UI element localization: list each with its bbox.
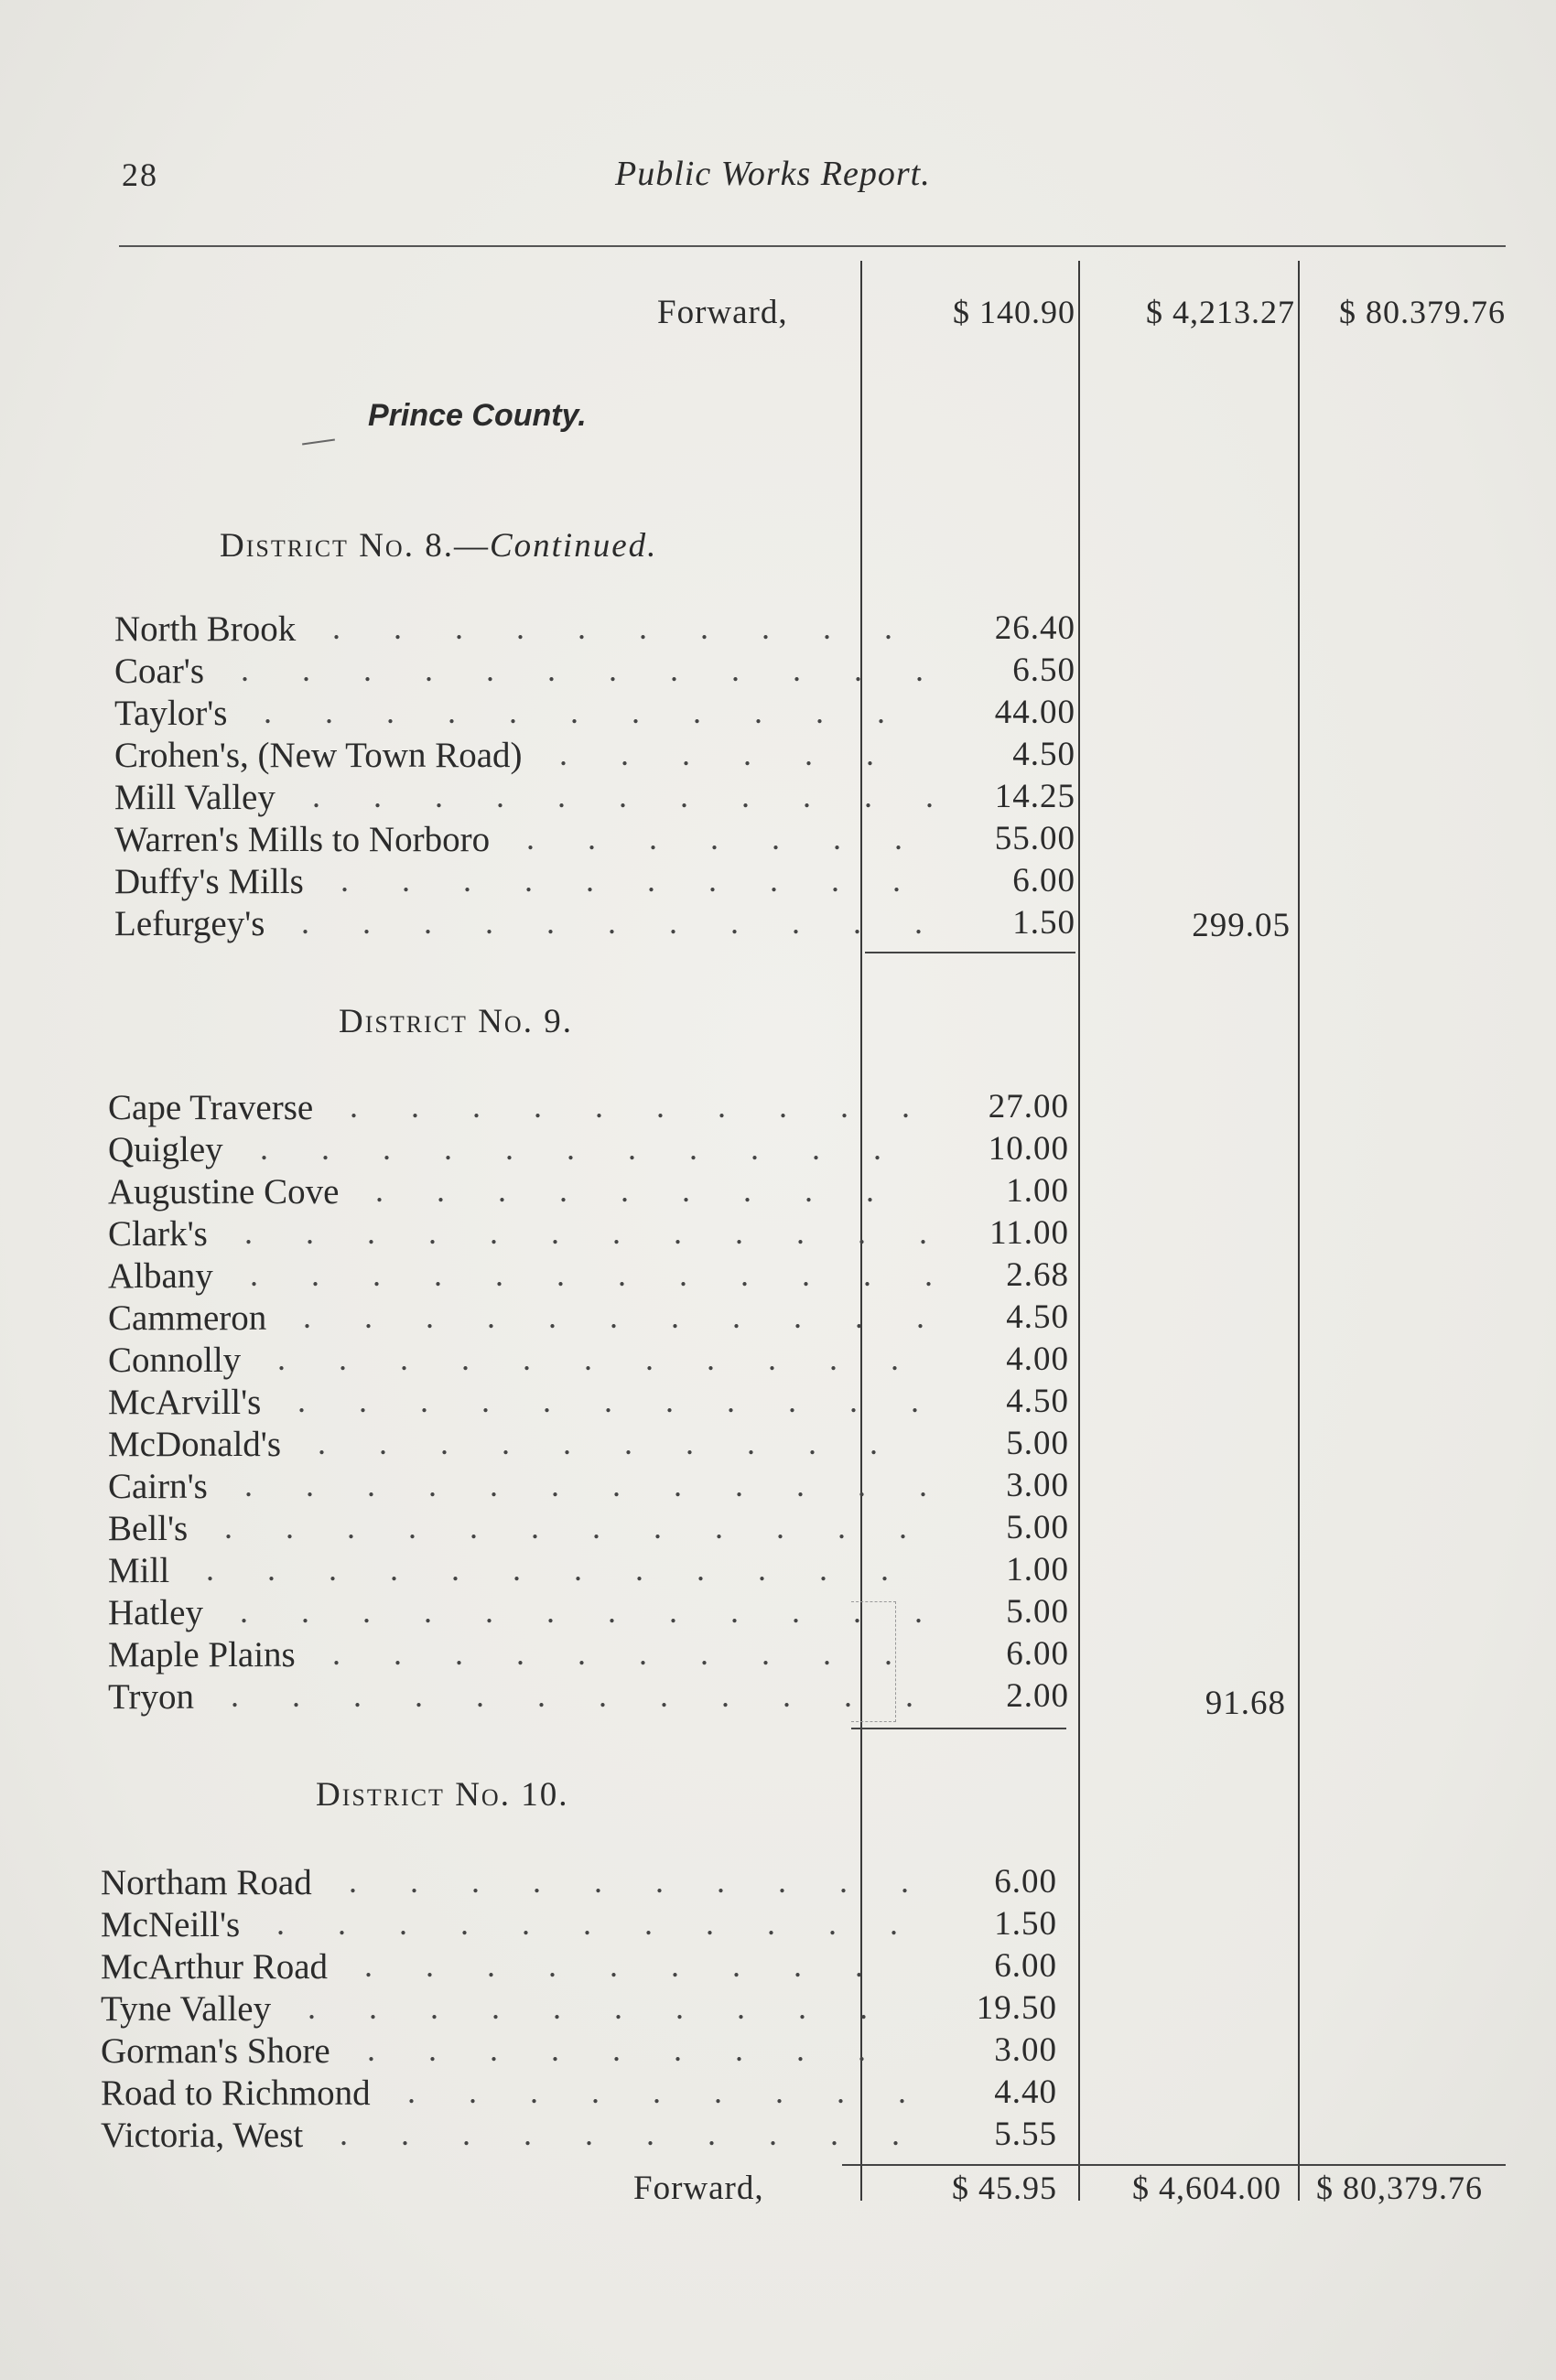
- district-8-heading-continued: Continued.: [489, 527, 658, 565]
- leader-dots: ..........: [332, 1635, 945, 1672]
- road-name: North Brook: [114, 609, 297, 649]
- road-amount: 27.00: [988, 1088, 1069, 1125]
- table-row: [108, 1508, 1069, 1550]
- road-amount: 6.00: [994, 1947, 1057, 1985]
- road-amount: 6.00: [1012, 862, 1075, 899]
- leader-dots: ..........: [350, 1088, 963, 1125]
- road-amount: 4.40: [994, 2073, 1057, 2111]
- leader-dots: ...........: [277, 1341, 952, 1377]
- road-amount: 4.50: [1012, 736, 1075, 773]
- road-name: Cammeron: [108, 1298, 267, 1338]
- district-9-heading: [339, 1002, 573, 1041]
- district-total-column-rule: [1078, 261, 1080, 2201]
- road-name: McDonald's: [108, 1425, 282, 1464]
- road-name: Bell's: [108, 1509, 189, 1548]
- table-row: [114, 735, 1075, 777]
- road-amount: 19.50: [976, 1989, 1057, 2027]
- road-name: Clark's: [108, 1214, 208, 1254]
- leader-dots: ..........: [340, 2116, 953, 2152]
- road-amount: 2.68: [1006, 1256, 1069, 1294]
- road-amount: 2.00: [1006, 1677, 1069, 1715]
- road-name: Duffy's Mills: [114, 862, 304, 901]
- county-marker: [302, 439, 335, 446]
- road-amount: 1.50: [1012, 904, 1075, 942]
- road-amount: 44.00: [994, 694, 1075, 731]
- leader-dots: ..........: [340, 862, 954, 899]
- forward-top-grand-total: $ 80.379.76: [1339, 294, 1506, 330]
- leader-dots: ...........: [297, 1383, 972, 1419]
- district-8-heading: [220, 526, 657, 565]
- forward-bottom-district-total: $ 4,604.00: [1132, 2170, 1281, 2206]
- leader-dots: ...........: [301, 904, 976, 941]
- road-name: Augustine Cove: [108, 1172, 340, 1212]
- table-row: [108, 1592, 1069, 1634]
- road-name: Mill: [108, 1551, 170, 1590]
- district-9-heading-text: District No. 9.: [339, 1003, 573, 1040]
- road-amount: 3.00: [994, 2031, 1057, 2069]
- leader-dots: ...........: [276, 1905, 951, 1942]
- grand-total-column-rule: [1298, 261, 1300, 2201]
- road-amount: 5.00: [1006, 1509, 1069, 1546]
- district-10-heading: [316, 1775, 568, 1815]
- forward-label-top: Forward,: [657, 294, 788, 331]
- road-name: Victoria, West: [101, 2116, 304, 2155]
- table-row: [114, 651, 1075, 693]
- road-name: Cape Traverse: [108, 1088, 314, 1127]
- table-row: [108, 1171, 1069, 1213]
- table-row: [108, 1340, 1069, 1382]
- road-amount: 5.00: [1006, 1593, 1069, 1631]
- road-name: Taylor's: [114, 694, 228, 733]
- road-amount: 14.25: [994, 778, 1075, 815]
- leader-dots: ............: [240, 1593, 976, 1630]
- leader-dots: ............: [244, 1214, 980, 1251]
- road-amount: 6.00: [994, 1863, 1057, 1901]
- district-9-rule: [851, 1728, 1066, 1729]
- district-8-rule: [865, 952, 1075, 953]
- leader-dots: ............: [244, 1467, 980, 1503]
- leader-dots: ...........: [264, 694, 938, 730]
- road-name: Gorman's Shore: [101, 2031, 330, 2071]
- table-row: [108, 1129, 1069, 1171]
- road-amount: 4.00: [1006, 1341, 1069, 1378]
- leader-dots: .......: [526, 820, 956, 856]
- leader-dots: ............: [250, 1256, 986, 1293]
- road-amount: 1.00: [1006, 1551, 1069, 1588]
- table-row: [101, 1904, 1057, 1946]
- table-row: [108, 1424, 1069, 1466]
- leader-dots: .........: [375, 1172, 927, 1209]
- leader-dots: ..........: [349, 1863, 962, 1900]
- forward-top-district-total: $ 4,213.27: [1146, 294, 1295, 330]
- forward-bottom-grand-total: $ 80,379.76: [1316, 2170, 1483, 2206]
- table-row: [108, 1676, 1069, 1718]
- road-amount: 6.00: [1006, 1635, 1069, 1673]
- road-amount: 1.00: [1006, 1172, 1069, 1210]
- district-9-total: 91.68: [1205, 1685, 1286, 1722]
- table-row: [108, 1213, 1069, 1255]
- leader-dots: ...........: [303, 1298, 978, 1335]
- table-row: [114, 861, 1075, 903]
- leader-dots: .........: [407, 2073, 959, 2110]
- forward-top-amount: $ 140.90: [953, 294, 1075, 330]
- road-name: Lefurgey's: [114, 904, 265, 943]
- leader-dots: ............: [224, 1509, 960, 1545]
- road-name: Connolly: [108, 1341, 242, 1380]
- road-name: Tyne Valley: [101, 1989, 272, 2029]
- leader-dots: .........: [364, 1947, 916, 1984]
- forward-bottom-rule: [842, 2164, 1506, 2166]
- running-title: Public Works Report.: [615, 155, 931, 193]
- road-name: Coar's: [114, 652, 205, 691]
- leader-dots: ............: [241, 652, 977, 688]
- table-row: [108, 1087, 1069, 1129]
- road-name: Road to Richmond: [101, 2073, 371, 2113]
- district-8-heading-text: District No. 8.—: [220, 527, 490, 565]
- table-row: [108, 1634, 1069, 1676]
- road-amount: 6.50: [1012, 652, 1075, 689]
- road-name: Hatley: [108, 1593, 203, 1632]
- road-amount: 11.00: [989, 1214, 1069, 1252]
- road-name: Albany: [108, 1256, 213, 1296]
- leader-dots: ..........: [308, 1989, 921, 2026]
- table-row: [108, 1466, 1069, 1508]
- table-row: [114, 819, 1075, 861]
- county-heading: Prince County.: [368, 398, 587, 433]
- leader-dots: .........: [367, 2031, 919, 2068]
- district-10-heading-text: District No. 10.: [316, 1776, 569, 1814]
- road-name: Quigley: [108, 1130, 223, 1169]
- table-row: [114, 693, 1075, 735]
- road-name: Cairn's: [108, 1467, 208, 1506]
- road-amount: 26.40: [994, 609, 1075, 647]
- leader-dots: ...........: [312, 778, 987, 814]
- road-amount: 5.55: [994, 2116, 1057, 2153]
- road-name: Crohen's, (New Town Road): [114, 736, 523, 775]
- road-amount: 3.00: [1006, 1467, 1069, 1504]
- leader-dots: ..........: [332, 609, 945, 646]
- table-row: [101, 2073, 1057, 2115]
- leader-dots: ............: [231, 1677, 967, 1714]
- table-row: [108, 1255, 1069, 1298]
- road-name: McArthur Road: [101, 1947, 329, 1987]
- table-row: [101, 1862, 1057, 1904]
- table-row: [108, 1550, 1069, 1592]
- table-row: [114, 903, 1075, 945]
- forward-bottom-amount: $ 45.95: [952, 2170, 1057, 2206]
- road-amount: 4.50: [1006, 1298, 1069, 1336]
- leader-dots: ............: [206, 1551, 942, 1588]
- road-amount: 55.00: [994, 820, 1075, 857]
- table-row: [114, 608, 1075, 651]
- road-name: Warren's Mills to Norboro: [114, 820, 491, 859]
- table-row: [101, 1946, 1057, 1988]
- leader-dots: ...........: [260, 1130, 935, 1167]
- table-row: [114, 777, 1075, 819]
- forward-label-bottom: Forward,: [633, 2170, 764, 2207]
- district-8-total: 299.05: [1192, 907, 1291, 944]
- road-amount: 10.00: [988, 1130, 1069, 1168]
- road-name: Maple Plains: [108, 1635, 296, 1675]
- header-rule: [119, 245, 1506, 247]
- table-row: [101, 2030, 1057, 2073]
- pencil-bracket-mark: [851, 1601, 896, 1722]
- road-name: McNeill's: [101, 1905, 241, 1944]
- table-row: [108, 1382, 1069, 1424]
- leader-dots: ......: [559, 736, 927, 772]
- table-row: [101, 2115, 1057, 2157]
- leader-dots: ..........: [318, 1425, 931, 1461]
- road-name: McArvill's: [108, 1383, 262, 1422]
- road-amount: 1.50: [994, 1905, 1057, 1943]
- road-name: Northam Road: [101, 1863, 312, 1902]
- page-number: 28: [122, 156, 158, 193]
- table-row: [108, 1298, 1069, 1340]
- road-name: Tryon: [108, 1677, 194, 1717]
- road-name: Mill Valley: [114, 778, 276, 817]
- road-amount: 4.50: [1006, 1383, 1069, 1420]
- table-row: [101, 1988, 1057, 2030]
- road-amount: 5.00: [1006, 1425, 1069, 1462]
